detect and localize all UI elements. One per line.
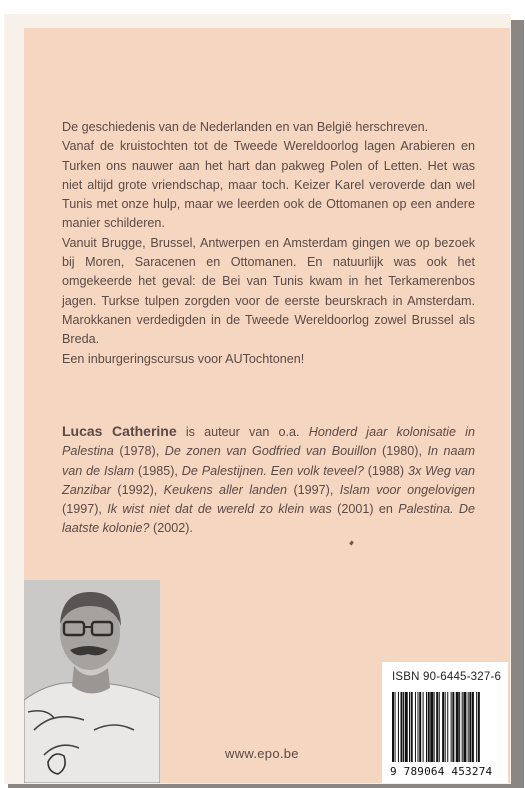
barcode-area <box>382 662 508 783</box>
barcode-bar <box>472 692 474 762</box>
bio-text: (1988) <box>363 463 408 478</box>
barcode-bar <box>451 692 452 762</box>
book-title: De zonen van Godfried van Bouillon <box>164 444 377 459</box>
bio-text: (2001) en <box>331 502 399 517</box>
barcode-bar <box>462 692 463 762</box>
barcode-bar <box>405 692 408 762</box>
blurb-line: Een inburgeringscursus voor AUTochtonen! <box>62 351 305 366</box>
blurb-line: Vanuit Brugge, Brussel, Antwerpen en Amsterdam gingen we op bezoek bij Moren, Saracenen en Ottomanen. En natuurlijk was ook het omgekeerde het geval: de Bei van Tunis kwam in het Terkamerenbos jagen. Turkse tulpen zorgden voor de eerste beurskrach in Amsterdam. Marokkanen verdedigden in de Tweede Wereldoorlog zowel Brussel als Breda. <box>62 235 475 347</box>
barcode-bar <box>418 692 419 762</box>
barcode-bar <box>415 692 416 762</box>
author-name: Lucas Catherine <box>62 423 177 439</box>
bio-intro: is auteur van o.a. <box>176 425 309 439</box>
ean-number: 9 789064 453274 <box>390 765 493 778</box>
barcode-bar <box>469 692 471 762</box>
barcode-bar <box>447 692 448 762</box>
bio-text: (1985), <box>134 463 182 478</box>
bio-text: (1997), <box>287 482 340 497</box>
book-title: De Palestijnen. Een volk teveel? <box>181 463 364 478</box>
barcode-bar <box>463 692 466 762</box>
barcode-bar <box>395 692 396 762</box>
barcode-bar <box>430 692 433 762</box>
blurb-line: De geschiedenis van de Nederlanden en van België herschreven. <box>62 120 429 134</box>
barcode-bar <box>411 692 413 762</box>
barcode-bar <box>409 692 410 762</box>
blurb-line: Vanaf de kruistochten tot de Tweede Wereldoorlog lagen Arabieren en Turken ons nauwer aan het hart dan pakweg Polen of Letten. Het was niet altijd grote vriendschap, maar toch. Keizer Karel veroverde dan wel Tunis met onze hulp, maar we leerden ook de Ottomanen op een andere manier schilderen. <box>62 139 475 231</box>
bio-text: (1978), <box>113 444 165 459</box>
barcode-bar <box>456 692 459 762</box>
bio-text: (1992), <box>111 482 164 497</box>
book-title: Islam voor ongelovigen <box>339 482 476 497</box>
barcode-bar <box>434 692 435 762</box>
book-title: Honderd jaar kolonisatie in Palestina <box>62 425 475 459</box>
bio-text: (1997), <box>62 502 108 517</box>
barcode-bar <box>439 692 440 762</box>
barcode-bar <box>436 692 438 762</box>
barcode-bar <box>476 692 477 762</box>
barcode-bar <box>401 692 403 762</box>
book-title: Palestina. De laatste kolonie? <box>62 502 475 536</box>
barcode-bar <box>392 692 394 762</box>
barcode-bar <box>452 692 454 762</box>
bio-text: (1980), <box>376 444 428 459</box>
isbn-label: ISBN 90-6445-327-6 <box>392 671 502 683</box>
book-title: 3x Weg van Zanzibar <box>62 463 476 497</box>
barcode-bar <box>403 692 404 762</box>
barcode-bar <box>468 692 469 762</box>
barcode-bar <box>398 692 399 762</box>
publisher-website: www.epo.be <box>225 746 299 761</box>
barcode-bar <box>445 692 446 762</box>
barcode-bar <box>428 692 430 762</box>
bio-works <box>62 425 475 535</box>
barcode-bar <box>423 692 424 762</box>
barcode-bar <box>426 692 427 762</box>
barcode-bar <box>419 692 421 762</box>
author-bio <box>62 422 475 539</box>
author-photo <box>24 580 160 783</box>
book-title: Ik wist niet dat de wereld zo klein was <box>107 502 332 517</box>
blurb-text <box>62 118 475 369</box>
barcode-bar <box>478 692 480 762</box>
barcode-graphic <box>390 692 502 764</box>
book-title: In naam van de Islam <box>62 444 475 478</box>
bio-text: (2002). <box>149 521 193 536</box>
book-title: Keukens aller landen <box>163 482 288 497</box>
barcode-bar <box>442 692 444 762</box>
barcode-bar <box>459 692 460 762</box>
